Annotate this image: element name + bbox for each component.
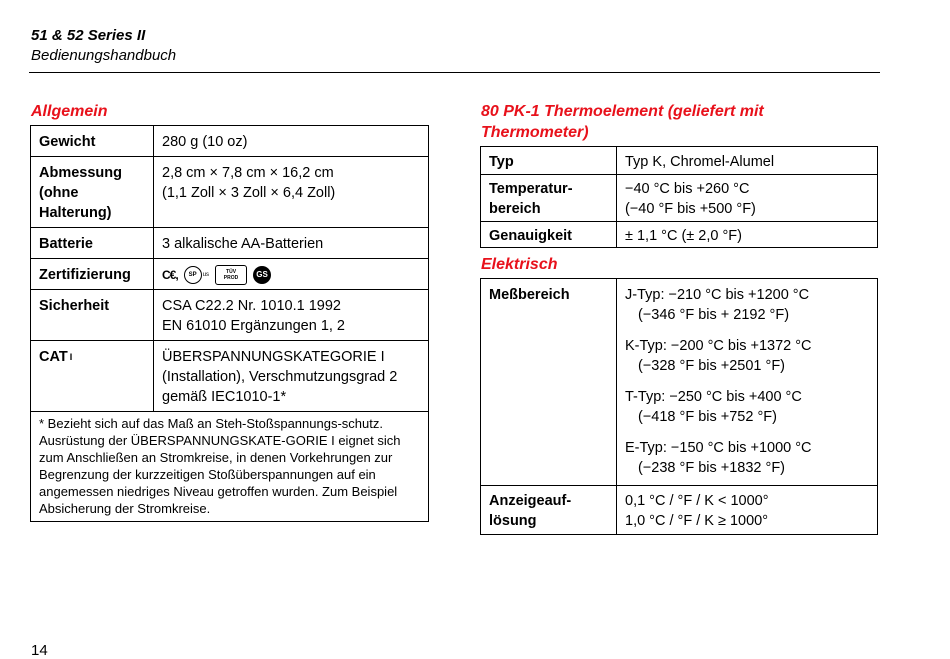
spec-value: 280 g (10 oz) xyxy=(154,126,429,157)
spec-value: ÜBERSPANNUNGSKATEGORIE I (Installation), Verschmutzungsgrad 2 gemäß IEC1010-1* xyxy=(154,341,429,412)
table-row xyxy=(481,279,878,486)
allgemein-table xyxy=(30,125,429,522)
spec-value: 3 alkalische AA-Batterien xyxy=(154,228,429,259)
certification-marks xyxy=(162,265,420,285)
spec-value: CSA C22.2 Nr. 1010.1 1992 EN 61010 Ergänzungen 1, 2 xyxy=(154,290,429,341)
table-row xyxy=(31,290,429,341)
spec-key: Gewicht xyxy=(31,126,154,157)
table-row xyxy=(31,157,429,228)
section-title-thermoelement: 80 PK-1 Thermoelement (geliefert mit Thermometer) xyxy=(481,103,764,141)
tuv-mark-icon: TÜV PROD xyxy=(215,265,247,285)
spec-key: Genauigkeit xyxy=(481,222,617,248)
table-row xyxy=(31,412,429,522)
table-row xyxy=(481,486,878,535)
spec-key: Abmessung (ohne Halterung) xyxy=(31,157,154,228)
manual-subtitle: Bedienungshandbuch xyxy=(31,47,177,64)
csa-mark-icon: SP xyxy=(184,266,202,284)
spec-value: 2,8 cm × 7,8 cm × 16,2 cm (1,1 Zoll × 3 Zoll × 6,4 Zoll) xyxy=(154,157,429,228)
spec-key: Anzeigeauf-lösung xyxy=(481,486,617,535)
table-row xyxy=(31,259,429,290)
range-block-t: T-Typ: −250 °C bis +400 °C (−418 °F bis +752 °F) xyxy=(625,389,802,425)
page-number: 14 xyxy=(31,642,48,659)
footnote: * Bezieht sich auf das Maß an Steh-Stoßspannungs-schutz. Ausrüstung der ÜBERSPANNUNGSKATE-GORIE I eignet sich zum Anschließen an Stromkreise, in denen Vorkehrungen zur Begrenzung der kurzzeitigen Stoßüberspannungen auf ein angemessen niedriges Niveau getroffen wurden. Zum Beispiel Absicherung der Stromkreise. xyxy=(31,412,429,522)
thermoelement-table xyxy=(480,146,878,248)
spec-value: −40 °C bis +260 °C (−40 °F bis +500 °F) xyxy=(617,175,878,222)
spec-key: Typ xyxy=(481,147,617,175)
elektrisch-table xyxy=(480,278,878,535)
ce-mark-icon: C€, xyxy=(162,268,178,282)
table-row xyxy=(481,175,878,222)
section-title-elektrisch: Elektrisch xyxy=(481,256,558,273)
spec-value xyxy=(617,279,878,486)
table-row xyxy=(481,222,878,248)
spec-key: CAT I xyxy=(31,341,154,412)
page-header xyxy=(31,26,176,66)
spec-value xyxy=(154,259,429,290)
range-block-k: K-Typ: −200 °C bis +1372 °C (−328 °F bis +2501 °F) xyxy=(625,338,812,374)
spec-value: 0,1 °C / °F / K < 1000° 1,0 °C / °F / K ≥ 1000° xyxy=(617,486,878,535)
table-row xyxy=(31,341,429,412)
spec-key: Batterie xyxy=(31,228,154,259)
range-block-e: E-Typ: −150 °C bis +1000 °C (−238 °F bis +1832 °F) xyxy=(625,440,812,476)
csa-us-mark-icon: us xyxy=(202,272,210,278)
table-row xyxy=(31,228,429,259)
gs-mark-icon: GS xyxy=(253,266,271,284)
spec-key: Temperatur-bereich xyxy=(481,175,617,222)
table-row xyxy=(31,126,429,157)
spec-value: ± 1,1 °C (± 2,0 °F) xyxy=(617,222,878,248)
header-rule xyxy=(29,72,880,73)
spec-key: Zertifizierung xyxy=(31,259,154,290)
spec-key: Sicherheit xyxy=(31,290,154,341)
section-title-allgemein: Allgemein xyxy=(31,103,108,120)
spec-key: Meßbereich xyxy=(481,279,617,486)
table-row xyxy=(481,147,878,175)
spec-value: Typ K, Chromel-Alumel xyxy=(617,147,878,175)
series-title: 51 & 52 Series II xyxy=(31,27,146,44)
range-block-j: J-Typ: −210 °C bis +1200 °C (−346 °F bis + 2192 °F) xyxy=(625,287,810,323)
